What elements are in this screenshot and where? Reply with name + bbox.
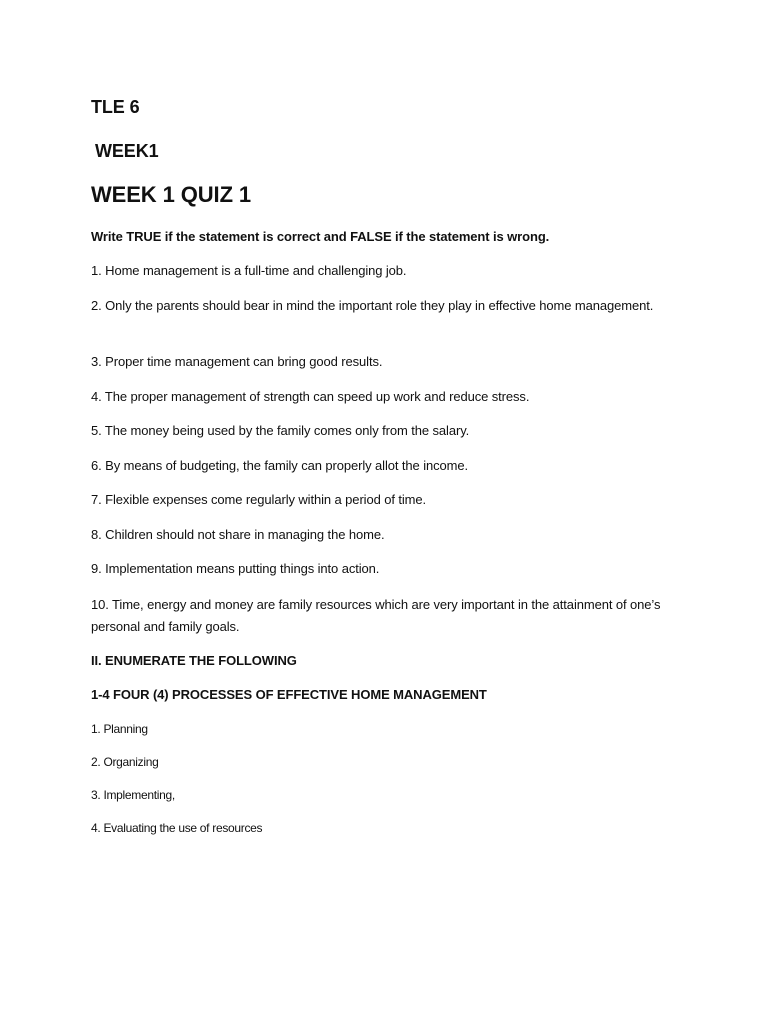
subject-heading: TLE 6: [91, 97, 140, 117]
enumeration-item: 3. Implementing,: [91, 788, 175, 802]
true-false-item: 7. Flexible expenses come regularly within a period of time.: [91, 492, 427, 507]
quiz-title: WEEK 1 QUIZ 1: [91, 182, 252, 207]
true-false-item: 4. The proper management of strength can speed up work and reduce stress.: [91, 389, 530, 404]
true-false-item: 6. By means of budgeting, the family can properly allot the income.: [91, 458, 469, 473]
enumeration-item: 2. Organizing: [91, 755, 159, 769]
section2-subtitle: 1-4 FOUR (4) PROCESSES OF EFFECTIVE HOME MANAGEMENT: [91, 687, 487, 702]
enumeration-item: 4. Evaluating the use of resources: [91, 821, 263, 835]
true-false-item: 5. The money being used by the family comes only from the salary.: [91, 423, 470, 438]
enumeration-item: 1. Planning: [91, 722, 148, 736]
week-heading: WEEK1: [95, 141, 159, 161]
true-false-item: 8. Children should not share in managing the home.: [91, 527, 385, 542]
true-false-item: 10. Time, energy and money are family resources which are very important in the attainment of one’s personal and family goals.: [91, 597, 661, 634]
true-false-item: 2. Only the parents should bear in mind the important role they play in effective home management.: [91, 298, 654, 313]
true-false-item: 1. Home management is a full-time and challenging job.: [91, 263, 407, 278]
section2-title: II. ENUMERATE THE FOLLOWING: [91, 653, 297, 668]
true-false-item: 9. Implementation means putting things into action.: [91, 561, 380, 576]
section1-instruction: Write TRUE if the statement is correct and FALSE if the statement is wrong.: [91, 229, 550, 244]
true-false-item: 3. Proper time management can bring good results.: [91, 354, 383, 369]
